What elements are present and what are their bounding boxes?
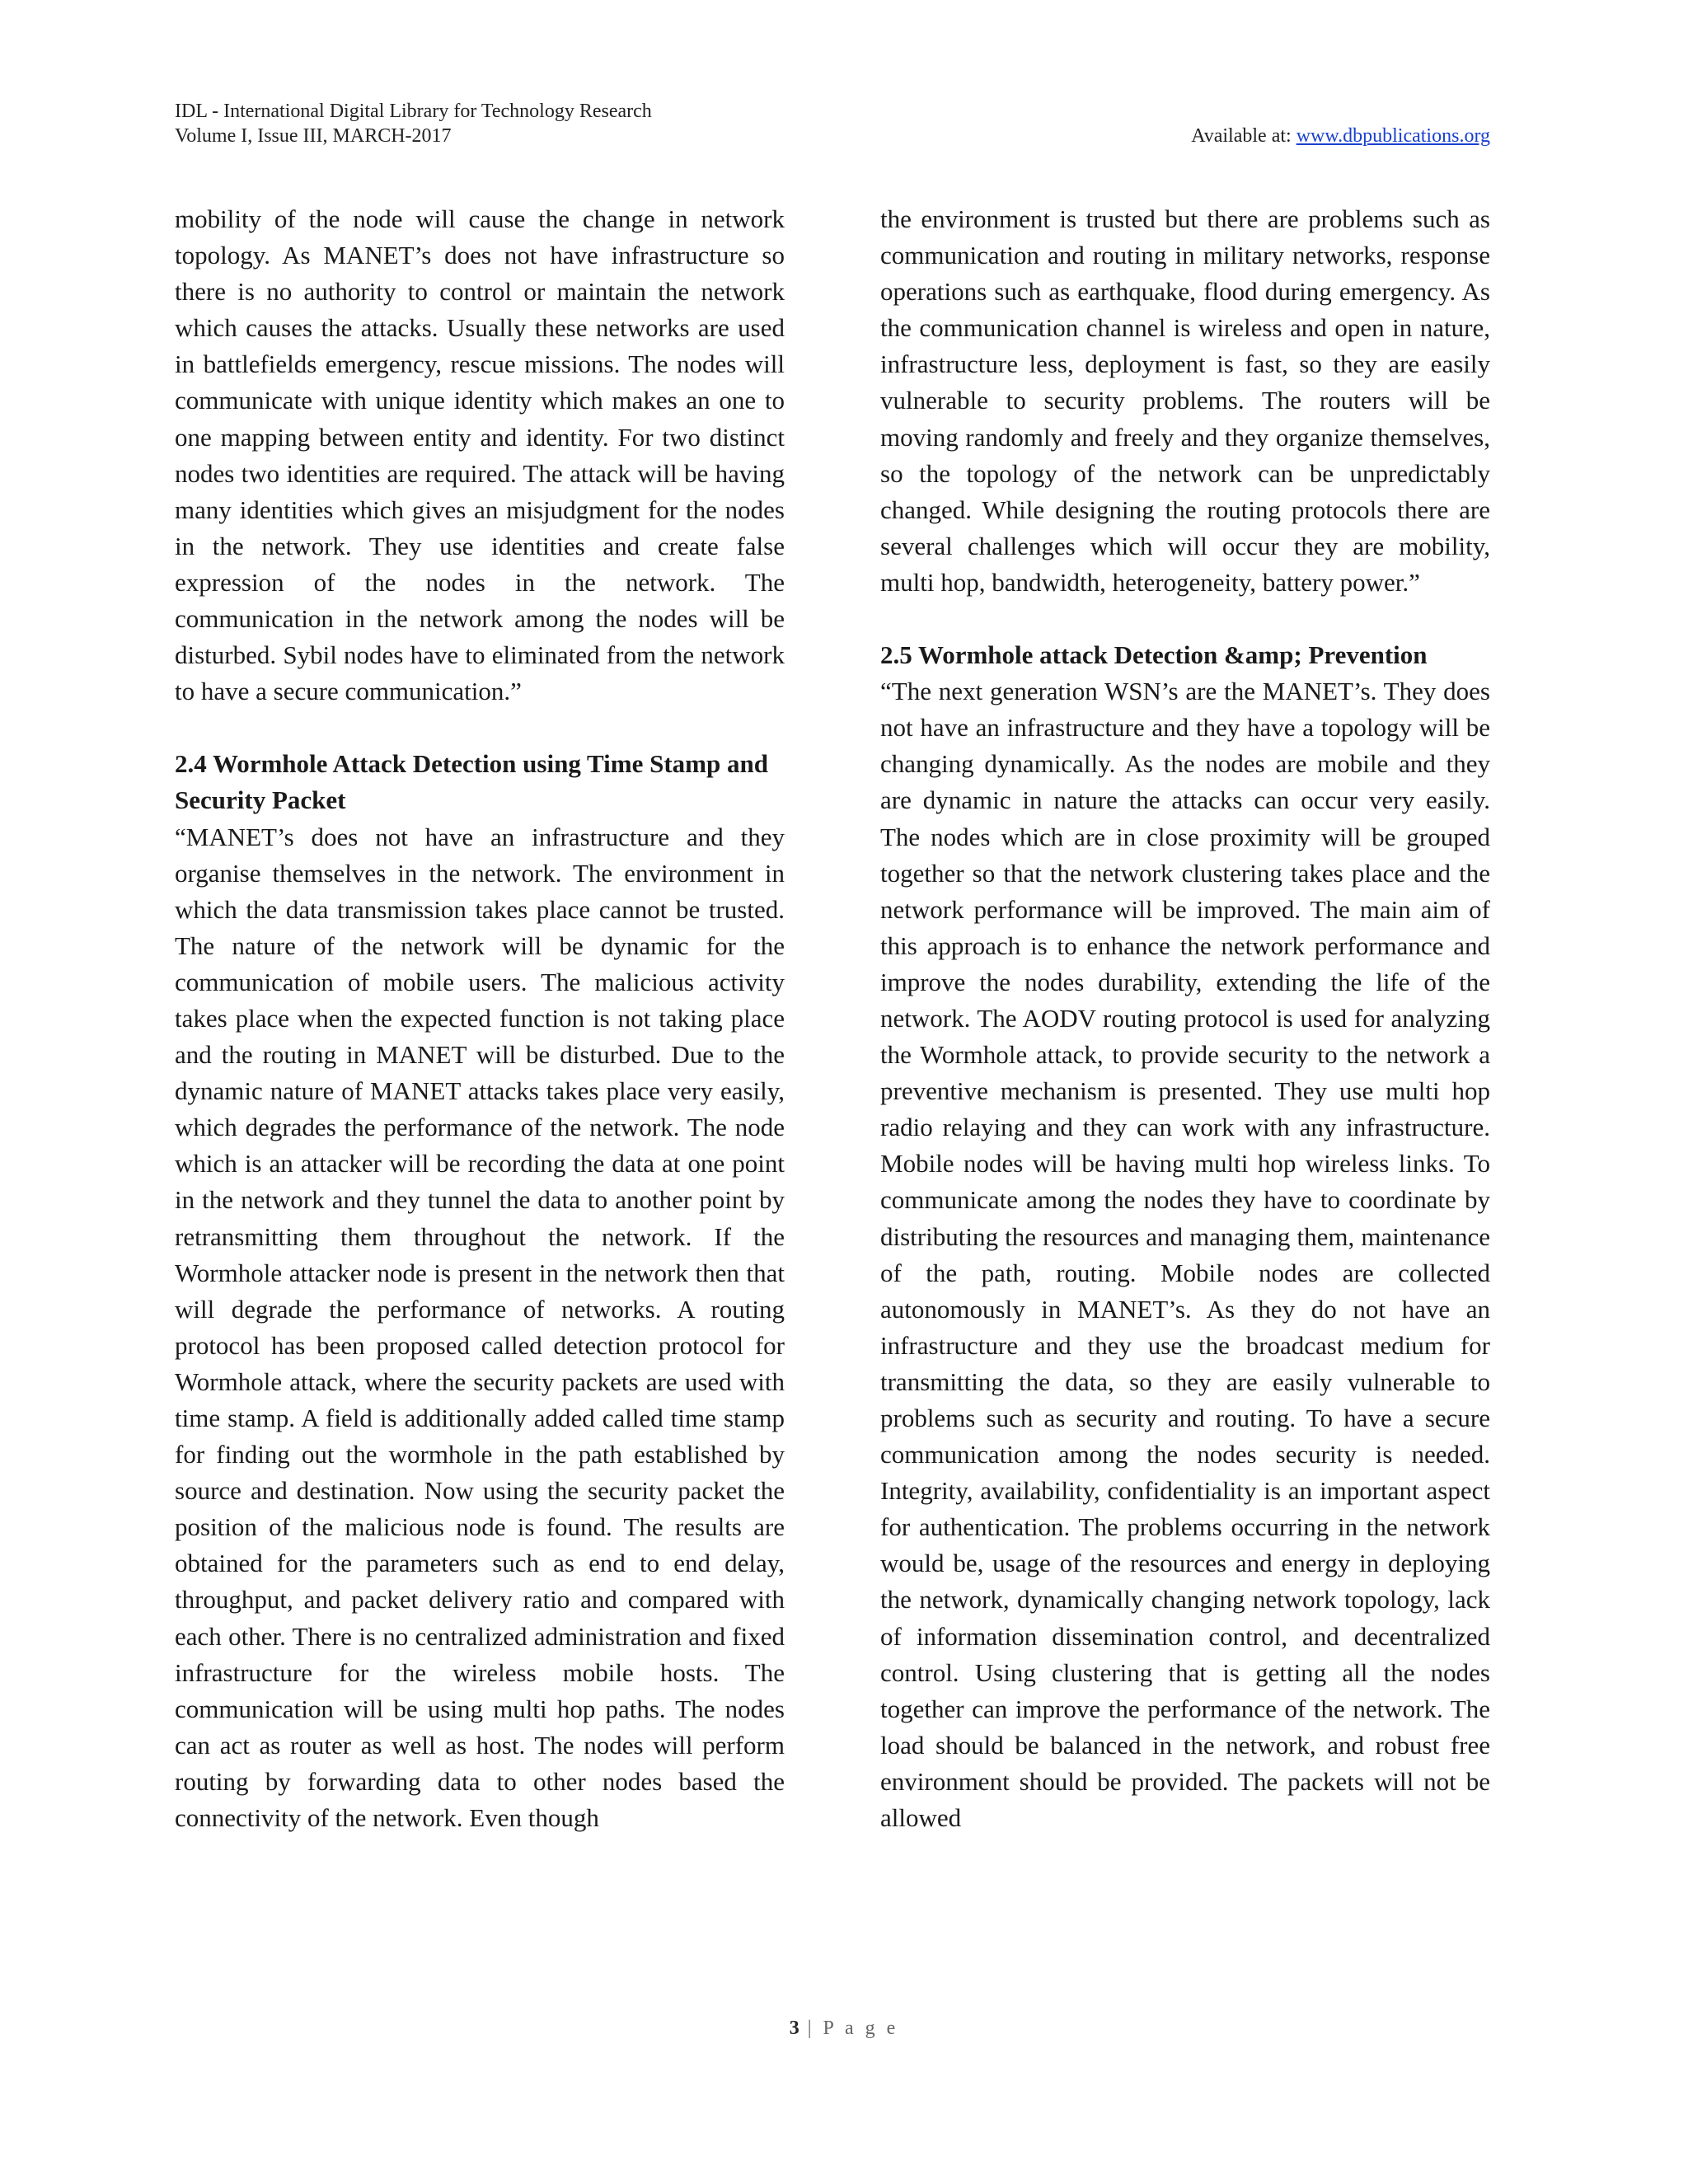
volume-issue: Volume I, Issue III, MARCH-2017 <box>175 125 452 147</box>
right-paragraph-1: the environment is trusted but there are problems such as communication and routing in military networks, response operations such as earthquake, flood during emergency. As the communication channel is wireless and open in nature, infrastructure less, deployment is fast, so they are easily vulnerable to security problems. The routers will be moving randomly and freely and they organize themselves, so the topology of the network can be unpredictably changed. While designing the routing protocols there are several challenges which will occur they are mobility, multi hop, bandwidth, heterogeneity, battery power.” <box>880 204 1490 597</box>
section-heading-2-4: 2.4 Wormhole Attack Detection using Time Stamp and Security Packet <box>175 749 768 815</box>
left-paragraph-1: mobility of the node will cause the change in network topology. As MANET’s does not have infrastructure so there is no authority to control or maintain the network which causes the attacks. Usually these networks are used in battlefields emergency, rescue missions. The nodes will communicate with unique identity which makes an one to one mapping between entity and identity. For two distinct nodes two identities are required. The attack will be having many identities which gives an misjudgment for the nodes in the network. They use identities and create false expression of the nodes in the network. The communication in the network among the nodes will be disturbed. Sybil nodes have to eliminated from the network to have a secure communication.” <box>175 204 785 706</box>
page-footer <box>0 2018 1688 2040</box>
page-label: P a g e <box>823 2018 899 2039</box>
section-heading-2-5: 2.5 Wormhole attack Detection &amp; Prevention <box>880 640 1428 670</box>
page-header <box>175 99 1490 148</box>
right-paragraph-2: “The next generation WSN’s are the MANET’s. They does not have an infrastructure and they have a topology will be changing dynamically. As the nodes are mobile and they are dynamic in nature the attacks can occur very easily. The nodes which are in close proximity will be grouped together so that the network clustering takes place and the network performance will be improved. The main aim of this approach is to enhance the network performance and improve the nodes durability, extending the life of the network. The AODV routing protocol is used for analyzing the Wormhole attack, to provide security to the network a preventive mechanism is presented. They use multi hop radio relaying and they can work with any infrastructure. Mobile nodes will be having multi hop wireless links. To communicate among the nodes they have to coordinate by distributing the resources and managing them, maintenance of the path, routing. Mobile nodes are collected autonomously in MANET’s. As they do not have an infrastructure and they use the broadcast medium for transmitting the data, so they are easily vulnerable to problems such as security and routing. To have a secure communication among the nodes security is needed. Integrity, availability, confidentiality is an important aspect for authentication. The problems occurring in the network would be, usage of the resources and energy in deploying the network, dynamically changing network topology, lack of information dissemination control, and decentralized control. Using clustering that is getting all the nodes together can improve the performance of the network. The load should be balanced in the network, and robust free environment should be provided. The packets will not be allowed <box>880 677 1490 1833</box>
header-line-2 <box>175 124 1490 148</box>
footer-separator: | <box>807 2018 815 2039</box>
journal-title: IDL - International Digital Library for Technology Research <box>175 101 652 122</box>
left-column <box>175 201 785 1836</box>
left-paragraph-2: “MANET’s does not have an infrastructure and they organise themselves in the network. The environment in which the data transmission takes place cannot be trusted. The nature of the network will be dynamic for the communication of mobile users. The malicious activity takes place when the expected function is not taking place and the routing in MANET will be disturbed. Due to the dynamic nature of MANET attacks takes place very easily, which degrades the performance of the network. The node which is an attacker will be recording the data at one point in the network and they tunnel the data to another point by retransmitting them throughout the network. If the Wormhole attacker node is present in the network then that will degrade the performance of networks. A routing protocol has been proposed called detection protocol for Wormhole attack, where the security packets are used with time stamp. A field is additionally added called time stamp for finding out the wormhole in the path established by source and destination. Now using the security packet the position of the malicious node is found. The results are obtained for the parameters such as end to end delay, throughput, and packet delivery ratio and compared with each other. There is no centralized administration and fixed infrastructure for the wireless mobile hosts. The communication will be using multi hop paths. The nodes can act as router as well as host. The nodes will perform routing by forwarding data to other nodes based the connectivity of the network. Even though <box>175 822 785 1833</box>
availability <box>1191 124 1490 148</box>
page-number: 3 <box>789 2018 799 2039</box>
right-column <box>880 201 1490 1836</box>
publication-link[interactable]: www.dbpublications.org <box>1296 125 1490 147</box>
available-label: Available at: <box>1191 125 1292 147</box>
